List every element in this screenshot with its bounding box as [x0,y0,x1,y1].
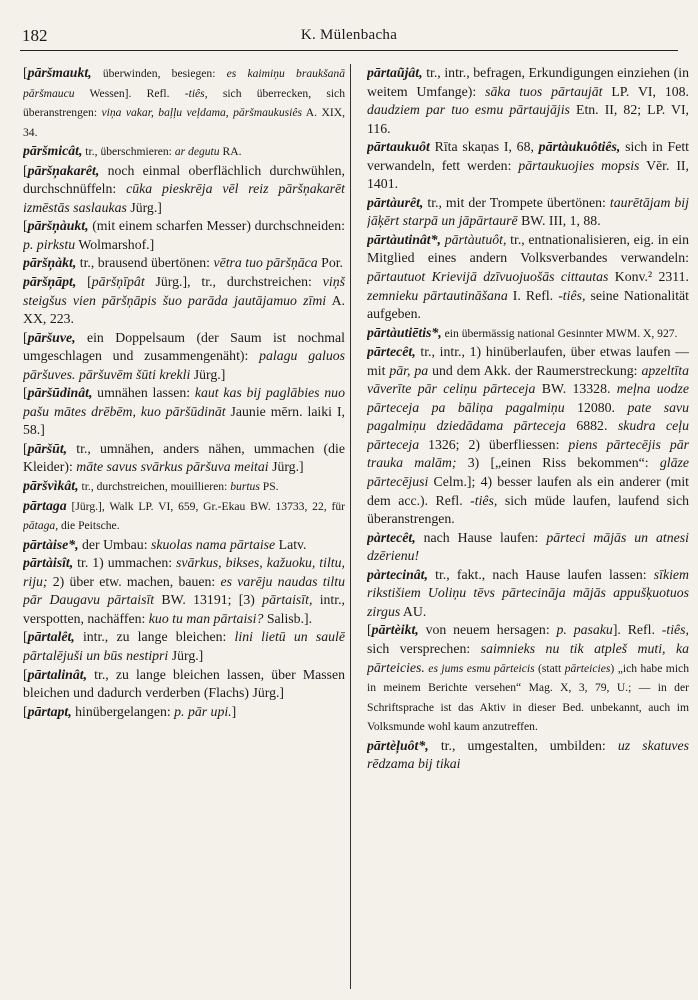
dictionary-entry [23,162,345,218]
headword: pārtàisît, [23,555,74,571]
headword: pārtalinât, [27,666,88,682]
entry-text: Jürg.] [190,366,226,382]
headword: pàrtecinât, [367,566,428,582]
entry-text: 1326; 2) überfliessen: [419,436,569,452]
headword: pārtaũjât, [367,65,423,80]
entry-text: tr., überschmieren: [82,145,175,159]
entry-text: 6882. [565,418,618,434]
headword: pāršuve, [27,329,76,345]
entry-text: die Peitsche. [58,519,120,533]
entry-text: skuolas nama pārtaise [151,536,276,552]
entry-text: umnähen lassen: [92,385,195,401]
entry-text: LP. VI, 108. [602,83,689,99]
entry-text: 2) über etw. machen, bauen: [47,573,221,589]
dictionary-entry [23,142,345,162]
entry-text: tr., entnationalisieren, eig. in ein Mitglied eines andern Volksverbandes verwandeln: [367,231,689,266]
headword: pārtecêt, [367,344,416,360]
entry-text: tr., mit der Trompete übertönen: [423,194,610,210]
entry-text: von neuem hersagen: [418,622,557,638]
entry-text: A. XIX, 34. [23,106,345,139]
entry-text: ]. Refl. [612,622,662,638]
headword: pāršņàukt, [27,218,89,234]
dictionary-entry [367,529,689,566]
entry-text: intr., zu lange bleichen: [74,629,235,645]
right-column [367,64,689,989]
entry-text: [ [23,703,28,719]
headword: pārtàutinât*, [367,231,441,247]
entry-text: meļna uodze pārteceja pa bāliņa pagalmiņu [367,381,689,415]
entry-text: tr., umgestalten, umbilden: [428,737,618,753]
entry-text: es jums esmu pārteicis [424,661,535,675]
entry-text: Latv. [275,536,307,552]
entry-text: Por. [317,255,344,271]
entry-text: tr., durchstreichen, mouillieren: [78,480,231,494]
dictionary-entry [367,231,689,324]
entry-text: [ [23,65,28,80]
entry-text: sāka tuos pārtaujāt [485,83,603,99]
dictionary-entry [23,628,345,665]
entry-text: palagu galuos pāršuves. pāršuvēm šūti kreklі [23,348,345,382]
entry-text: pātaga, [23,519,59,533]
entry-text: der Umbau: [78,536,151,552]
headword: pārtàurêt, [367,194,424,210]
entry-text: tr., fakt., nach Hause laufen lassen: [427,566,654,582]
entry-text: tr., intr., befragen, Erkundigungen einziehen (in weitem Umfange): [367,65,689,99]
dictionary-entry [367,64,689,138]
page-number: 182 [22,26,48,45]
entry-text: ein Doppelsaum (der Saum ist nochmal umgeschlagen und zusammengenäht): [23,329,345,364]
dictionary-entry [23,440,345,477]
dictionary-entry [23,703,345,722]
entry-text: I. Refl. [507,287,559,303]
dictionary-entry [367,194,689,231]
entry-text: [ [76,274,92,290]
entry-text: svārkus, bikses, kažuoku, tiltu, riju; [23,555,345,589]
headword: pārtapt, [27,703,72,719]
entry-text: [ [23,218,28,234]
entry-text: sich müde laufen, laufend sich überanstrengen. [367,492,689,527]
entry-text: [ [23,385,28,401]
headword: pàrtecêt, [367,529,416,545]
entry-text: BW. III, 1, 88. [517,213,601,229]
entry-text: pārteicies [564,661,611,675]
entry-text: 12080. [564,399,628,415]
entry-text: glāze pārtecējusi [367,455,689,490]
entry-text: pārteci mājās un atnesi dzērienu! [367,529,689,564]
entry-text: noch einmal oberflächlich durchwühlen, durchschnüffeln: [23,162,345,197]
entry-text: piens pārtecējis pār trauka malām; [367,436,689,471]
dictionary-entry [23,64,345,142]
entry-text: Etn. II, 82; LP. VI, 116. [367,102,689,136]
entry-text: es kaimiņu braukšanā pāršmaucu [23,67,345,100]
entry-text: [ [23,440,28,456]
entry-text: RA. [219,145,242,159]
headword: pārtàutiētis*, [367,324,442,340]
headword: pāršūt, [27,440,68,456]
dictionary-entry [367,737,689,774]
entry-text: Jaunie mērn. laiki I, 58.] [23,403,345,438]
headword: pāršņāpt, [23,274,77,290]
entry-text: BW. 13328. [535,381,617,397]
entry-text: (mit einem scharfen Messer) durchschneiden: [88,218,345,234]
headword: pārtaukuôt [367,139,430,155]
entry-text: hinübergelangen: [71,703,175,719]
entry-text: pārtautuot Krievijā dzīvuojuošās cittautas [367,269,609,285]
entry-text: p. pasaku [556,622,613,638]
dictionary-entry [367,566,689,622]
entry-text: ) „ich habe mich in meinem Berichte versehen“ Mag. X, 3, 79, U.; — in der Schriftsprache ist das Aktiv in dieser Bed. unbekannt, auch im Volksmunde wohl kaum anzutreffen. [367,661,689,734]
entry-text: burtus [230,480,260,494]
entry-text: daudziem par tuo esmu pārtaujājis [367,102,570,118]
entry-text: sich versprechen: [367,640,481,656]
entry-text: tr., intr., 1) hinüberlaufen, über etwas laufen — mit [367,344,689,378]
headword: pārtaga [23,497,67,513]
entry-text: ] [231,703,237,719]
entry-text: und dem Akk. der Raumerstreckung: [428,362,642,378]
entry-text: Jürg.] [268,459,304,475]
entry-text: BW. 13191; [3) [154,592,263,608]
entry-text: vētra tuo pāršņāca [213,255,318,271]
entry-text: -tiês, [661,622,689,638]
dictionary-entry [23,329,345,385]
dictionary-entry [23,554,345,628]
entry-text: 3) [„einen Riss bekommen“: [456,455,660,471]
entry-text: pāršņīpât [91,274,145,290]
entry-text: -tiês, [184,86,208,100]
left-column [23,64,345,989]
entry-text: -tiês, [558,287,586,303]
entry-text: intr., verspotten, nachäffen: [23,592,345,626]
dictionary-entry [23,273,345,329]
entry-text: -tiês, [470,492,498,508]
entry-text: [ [367,622,372,638]
entry-text: apzeltīta vāverīte pār celiņu pārteceja [367,362,689,397]
headword: pārtèļuôt*, [367,737,429,753]
entry-text: [ [23,629,28,645]
dictionary-entry [23,536,345,555]
entry-text: kaut kas bij paglābies nuo pašu mātes drēbēm, kuo pāršūdināt [23,385,345,419]
entry-text: Rīta skaņas I, 68, [429,139,539,155]
dictionary-entry [23,384,345,440]
entry-text: pārtaukuojies mopsis [518,157,640,173]
entry-text: Wolmarshof.] [75,236,155,252]
entry-text: [ [23,666,28,682]
dictionary-entry [367,138,689,194]
entry-text: cūka pieskrēja vēl reiz pāršņakarēt izmēstās saslaukas [23,181,345,215]
dictionary-entry [23,254,345,273]
page-header [20,26,678,51]
entry-text: māte savus svārkus pāršuva meitai [76,459,269,475]
entry-text: Jürg.], tr., durchstreichen: [144,274,323,290]
entry-text: skudra ceļu pārteceja [367,418,689,452]
entry-text: p. pār upi. [174,703,232,719]
entry-text: saimnieks nu tik atpleš muti, ka pārteicies. [367,640,689,675]
entry-text: PS. [259,480,279,494]
dictionary-entry [367,343,689,528]
entry-text: viņš steigšus vien pāršņāpis šuo parāda jautājamuo zīmi [23,274,345,308]
entry-text: tr. 1) ummachen: [73,555,177,571]
entry-text: Jürg.] [168,647,204,663]
entry-text: ar degutu [174,145,220,159]
headword: pāršmicât, [23,143,83,159]
dictionary-entry [23,497,345,536]
entry-text: überwinden, besiegen: [91,67,227,80]
dictionary-entry [23,217,345,254]
headword: pāršmaukt, [27,65,92,80]
entry-text: A. XX, 223. [23,292,345,327]
entry-text: kuo tu man pārtaisi? [148,610,264,626]
entry-text: seine Nationalität aufgeben. [367,287,689,322]
entry-text: [ [23,162,28,178]
entry-text: p. pirkstu [23,236,76,252]
entry-text: Wessen]. Refl. [74,86,185,100]
column-divider [350,64,351,989]
entry-text: [ [23,329,28,345]
headword: pāršņàkt, [23,255,77,271]
entry-text: Jürg.] [126,199,162,215]
entry-text: pār, pa [389,362,429,378]
entry-text: zemnieku pārtautināšana [367,287,508,303]
entry-text: tr., umnähen, anders nähen, ummachen (die Kleider): [23,440,345,475]
headword: pāršūdinât, [27,385,93,401]
running-head: K. Mülenbacha [300,27,398,43]
entry-text: lini lietū un saulē pārtalējuši un būs nestipri [23,629,345,663]
entry-text: pārtàutuôt, [444,231,507,247]
entry-text: tr., brausend übertönen: [76,255,214,271]
headword: pārtèikt, [371,622,419,638]
headword: pārtàukuôtiês, [538,139,621,155]
headword: pārtalêt, [27,629,75,645]
dictionary-entry [367,324,689,344]
entry-text: [Jürg.], Walk LP. VI, 659, Gr.-Ekau BW. 13733, 22, für [66,499,345,513]
dictionary-entry [23,666,345,703]
dictionary-entry [23,477,345,497]
entry-text: pate savu pagalmiņu dziedādama pārteceja [367,399,689,434]
entry-text: tr., zu lange bleichen lassen, über Massen bleichen und dadurch verderben (Flachs) Jürg.] [23,666,345,701]
dictionary-entry [367,621,689,736]
entry-text: ein übermässig national Gesinnter MWM. X, 927. [441,326,678,340]
entry-text: taurētājam bij jāķērt starpā un jāpārtaurē [367,194,689,229]
headword: pāršvìkât, [23,478,79,494]
entry-text: Salisb.]. [263,610,313,626]
entry-text: Vēr. II, 1401. [367,157,689,192]
entry-text: Celm.]; 4) besser laufen als ein anderer (mit dem acc.). Refl. [367,474,689,508]
entry-text: nach Hause laufen: [415,529,547,545]
headword: pārtàise*, [23,536,79,552]
entry-text: AU. [400,603,427,619]
entry-text: uz skatuves rēdzama bij tikai [367,737,689,772]
entry-text: sich in Fett verwandeln, fett werden: [367,139,689,173]
entry-text: pārtaisīt, [262,592,313,608]
entry-text: (statt [534,661,565,675]
entry-text: Konv.² 2311. [608,269,689,285]
entry-text: viņa vakar, baļļu veļdama, pāršmaukusiês [101,106,303,120]
headword: pāršņakarêt, [27,162,100,178]
entry-text: sīkiem rikstišiem Uoliņu tēvs pārtecināja mājās appušķuotuos zirgus [367,566,689,619]
entry-text: es varēju naudas tiltu pār Daugavu pārtaisīt [23,573,345,608]
entry-text: sich überrecken, sich überanstrengen: [23,86,345,120]
